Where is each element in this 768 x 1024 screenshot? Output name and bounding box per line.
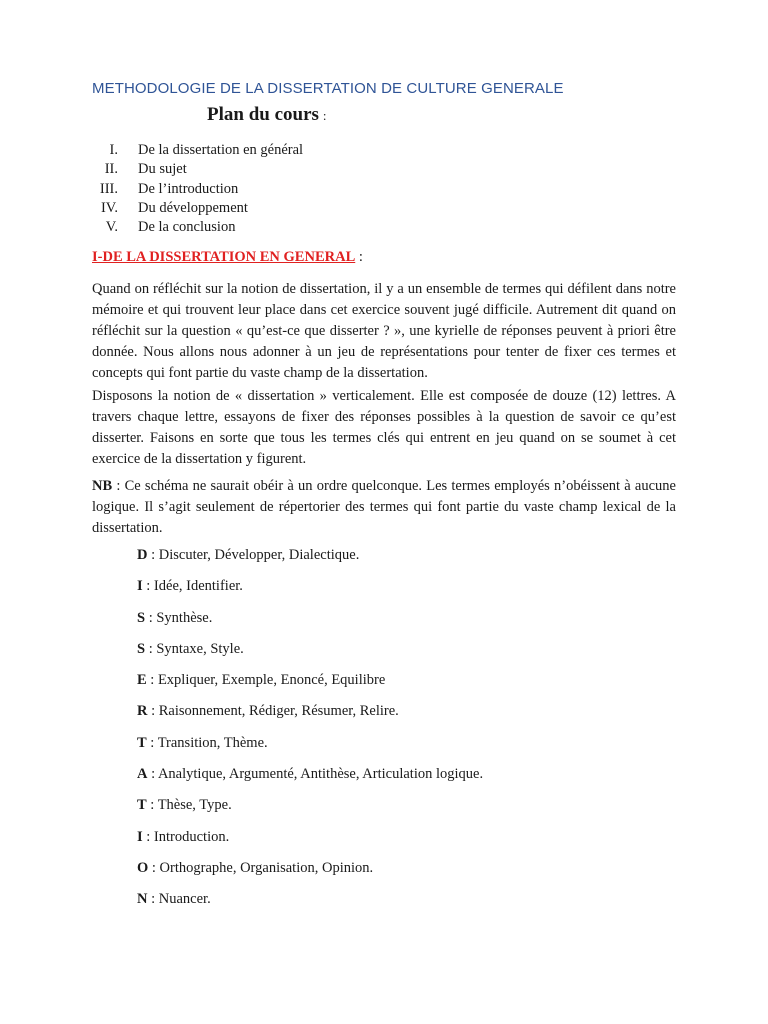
- toc-item-label: De la conclusion: [138, 219, 236, 236]
- table-of-contents: [78, 141, 303, 237]
- acrostic-item: [137, 860, 483, 891]
- acrostic-letter: T: [137, 734, 147, 751]
- acrostic-item: [137, 578, 483, 609]
- toc-item: [78, 180, 303, 199]
- toc-item-number: II.: [104, 161, 118, 178]
- acrostic-item: [137, 735, 483, 766]
- acrostic-letter: E: [137, 672, 147, 689]
- acrostic-text: : Nuancer.: [147, 891, 211, 908]
- acrostic-letter: O: [137, 859, 149, 876]
- toc-item-number: V.: [105, 219, 118, 236]
- plan-heading: [207, 104, 327, 126]
- acrostic-item: [137, 610, 483, 641]
- plan-title: Plan du cours: [207, 104, 319, 125]
- acrostic-text: : Syntaxe, Style.: [145, 640, 244, 657]
- acrostic-letter: I: [137, 828, 143, 845]
- acrostic-text: : Transition, Thème.: [146, 734, 268, 751]
- acrostic-item: [137, 766, 483, 797]
- toc-item-number: III.: [99, 180, 118, 197]
- toc-item-number: I.: [109, 142, 118, 159]
- acrostic-item: [137, 797, 483, 828]
- acrostic-letter: N: [137, 891, 148, 908]
- acrostic-letter: S: [137, 609, 146, 626]
- acrostic-letter: D: [137, 547, 148, 563]
- section-heading-title: I-DE LA DISSERTATION EN GENERAL: [92, 249, 356, 265]
- nb-text: : Ce schéma ne saurait obéir à un ordre quelconque. Les termes employés n’obéissent à aucune logique. Il s’agit seulement de répertorier des termes qui font partie du vaste champ lexical de la dissertation.: [92, 478, 676, 536]
- toc-item-label: Du sujet: [138, 161, 187, 178]
- acrostic-text: : Raisonnement, Rédiger, Résumer, Relire.: [147, 703, 399, 720]
- acrostic-letter: S: [137, 640, 146, 657]
- acrostic-item: [137, 547, 483, 578]
- toc-item-label: De l’introduction: [138, 180, 239, 197]
- toc-item-label: Du développement: [138, 200, 248, 217]
- plan-colon: :: [322, 108, 327, 123]
- acrostic-item: [137, 891, 483, 922]
- section-heading: [92, 249, 363, 266]
- paragraph-disposition: Disposons la notion de « dissertation » verticalement. Elle est composée de douze (12) lettres. A travers chaque lettre, essayons de fixer des réponses possibles à la question de savoir ce qu’est disserter. Faisons en sorte que tous les termes clés qui entrent en jeu quand on se soumet à cet exercice de la dissertation y figurent.: [92, 388, 676, 467]
- acrostic-text: : Synthèse.: [145, 609, 213, 626]
- acrostic-item: [137, 829, 483, 860]
- paragraph-nb: [92, 476, 676, 539]
- toc-item-label: De la dissertation en général: [138, 142, 304, 159]
- acrostic-letter: I: [137, 578, 143, 595]
- acrostic-letter: A: [137, 766, 148, 783]
- acrostic-item: [137, 703, 483, 734]
- acrostic-item: [137, 641, 483, 672]
- document-title: METHODOLOGIE DE LA DISSERTATION DE CULTURE GENERALE: [92, 80, 564, 97]
- acrostic-list: [137, 547, 483, 923]
- acrostic-letter: T: [137, 797, 147, 814]
- toc-item: [78, 199, 303, 218]
- toc-item-number: IV.: [100, 200, 118, 217]
- acrostic-letter: R: [137, 703, 148, 720]
- acrostic-text: : Idée, Identifier.: [142, 578, 243, 595]
- acrostic-item: [137, 672, 483, 703]
- acrostic-text: : Analytique, Argumenté, Antithèse, Articulation logique.: [147, 766, 484, 783]
- section-heading-colon: :: [355, 249, 363, 265]
- toc-item: [78, 218, 303, 237]
- acrostic-text: : Thèse, Type.: [146, 797, 232, 814]
- paragraph-intro: Quand on réfléchit sur la notion de dissertation, il y a un ensemble de termes qui défilent dans notre mémoire et qui trouvent leur place dans cet exercice souvent jugé difficile. Autrement dit quand on réfléchit sur la question « qu’est-ce que disserter ? », une kyrielle de réponses peuvent à priori être donnée. Nous allons nous adonner à un jeu de représentations pour tenter de fixer ces termes et concepts qui font partie du vaste champ de la dissertation.: [92, 281, 676, 381]
- acrostic-text: : Introduction.: [142, 828, 230, 845]
- acrostic-text: : Discuter, Développer, Dialectique.: [147, 547, 360, 563]
- acrostic-text: : Expliquer, Exemple, Enoncé, Equilibre: [146, 672, 386, 689]
- toc-item: [78, 141, 303, 160]
- acrostic-text: : Orthographe, Organisation, Opinion.: [148, 859, 374, 876]
- nb-label: NB: [92, 478, 113, 494]
- toc-item: [78, 160, 303, 179]
